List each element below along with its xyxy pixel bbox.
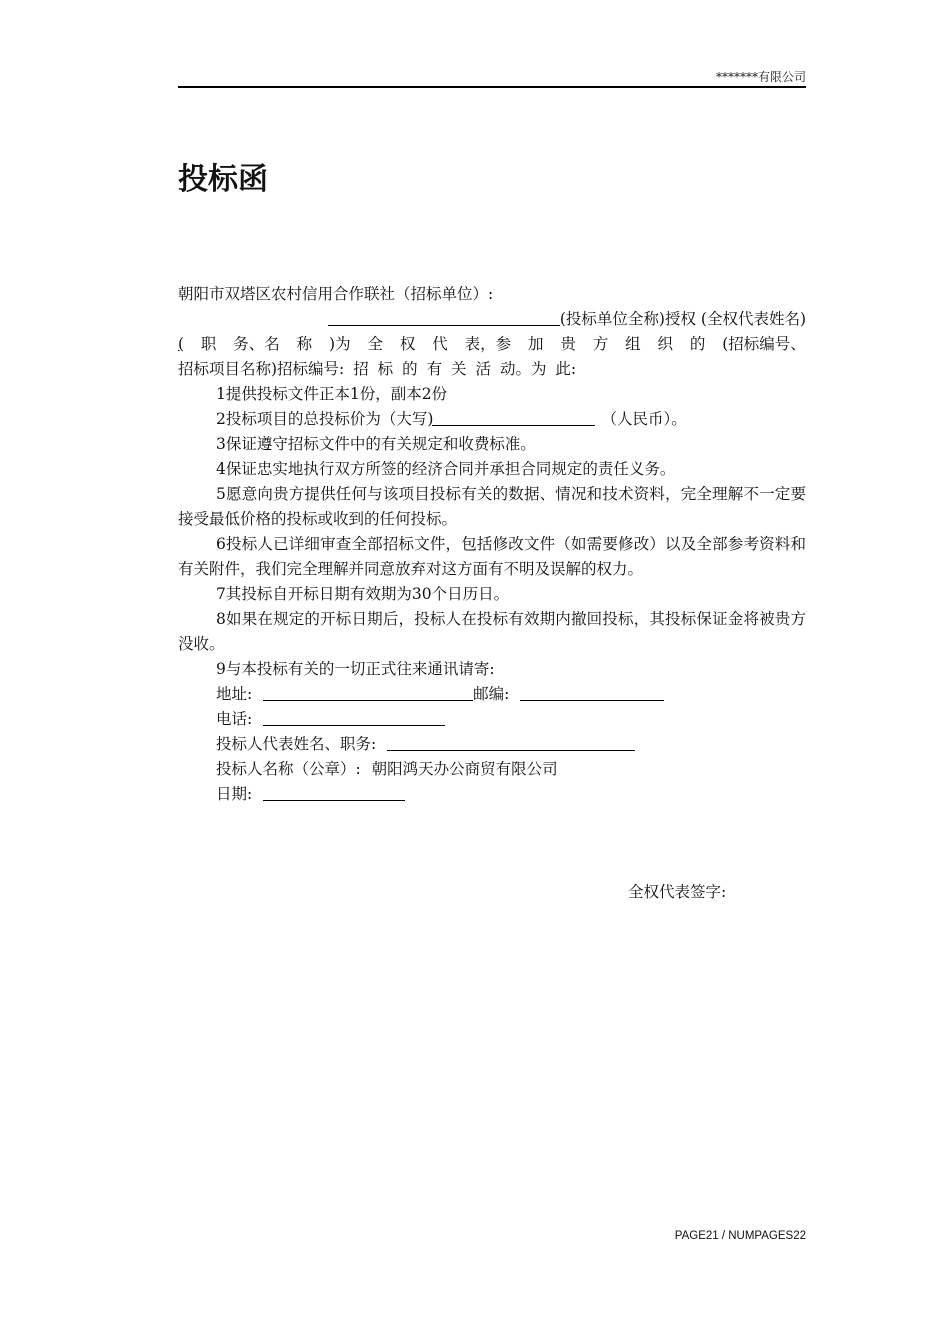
item-2-bracket: ) [427, 410, 434, 428]
signature-label: 全权代表签字: [628, 883, 727, 901]
postcode-blank[interactable] [520, 682, 664, 701]
item-2-label: 2投标项目的总投标价为（大写 [216, 410, 428, 428]
auth-word: 称 [296, 335, 313, 353]
total-price-blank[interactable] [433, 407, 595, 426]
auth-word: 方 [592, 335, 609, 353]
auth-word: 动。为 [499, 360, 547, 378]
letter-body [178, 282, 806, 807]
address-row [178, 682, 806, 707]
auth-line-1-text: (投标单位全称)授权 (全权代表姓名) [559, 310, 806, 328]
item-2 [178, 407, 806, 432]
representative-row [178, 732, 806, 757]
auth-word: 有 [426, 360, 443, 378]
page-number: PAGE21 / NUMPAGES22 [674, 1230, 806, 1242]
document-title: 投标函 [178, 162, 268, 197]
auth-word: 贵 [560, 335, 576, 353]
auth-word: 标 [377, 360, 394, 378]
auth-word: 组 [625, 335, 641, 353]
auth-word: ( [178, 335, 185, 353]
auth-word: 务、名 [233, 335, 280, 353]
auth-line-3 [178, 357, 806, 382]
auth-word: 权 [399, 335, 416, 353]
item-3: 3保证遵守招标文件中的有关规定和收费标准。 [216, 435, 536, 453]
phone-label: 电话: [216, 710, 253, 728]
representative-label: 投标人代表姓名、职务: [216, 735, 377, 753]
item-6: 6投标人已详细审查全部招标文件，包括修改文件（如需要修改）以及全部参考资料和有关附件，我们完全理解并同意放弃对这方面有不明及误解的权力。 [178, 535, 806, 578]
item-9: 9与本投标有关的一切正式往来通讯请寄: [216, 660, 495, 678]
item-5: 5愿意向贵方提供任何与该项目投标有关的数据、情况和技术资料，完全理解不一定要接受最低价格的投标或收到的任何投标。 [178, 485, 806, 528]
auth-word: 代 [432, 335, 448, 353]
date-blank[interactable] [263, 782, 405, 801]
date-label: 日期: [216, 785, 253, 803]
addressee: 朝阳市双塔区农村信用合作联社（招标单位）: [178, 285, 494, 303]
header-rule [178, 86, 806, 88]
address-label: 地址: [216, 685, 253, 703]
auth-word: 的 [689, 335, 706, 353]
postcode-label: 邮编: [473, 685, 510, 703]
item-1: 1提供投标文件正本1份，副本2份 [216, 385, 448, 403]
auth-word: 活 [475, 360, 491, 378]
phone-blank[interactable] [263, 707, 445, 726]
auth-word: 招 [353, 360, 369, 378]
auth-word: (招标编号、 [722, 335, 806, 353]
bidder-fullname-blank[interactable] [328, 307, 560, 326]
date-row [178, 782, 806, 807]
auth-word: 的 [402, 360, 418, 378]
address-blank[interactable] [263, 682, 473, 701]
auth-word: 关 [451, 360, 467, 378]
item-7: 7其投标自开标日期有效期为30个日历日。 [216, 585, 510, 603]
auth-word: 招标项目名称)招标编号: [178, 360, 345, 378]
bidder-label: 投标人名称（公章）: [216, 760, 361, 778]
representative-blank[interactable] [387, 732, 635, 751]
auth-word: 全 [367, 335, 383, 353]
header-company: *******有限公司 [715, 70, 806, 84]
auth-word: 表，参 [464, 335, 512, 353]
item-4: 4保证忠实地执行双方所签的经济合同并承担合同规定的责任义务。 [216, 460, 676, 478]
item-2-currency: （人民币）。 [601, 410, 687, 428]
auth-word: 此: [555, 360, 577, 378]
auth-word: 职 [200, 335, 217, 353]
auth-line-1 [178, 307, 806, 332]
auth-word: 织 [657, 335, 673, 353]
auth-word: )为 [329, 335, 351, 353]
item-8: 8如果在规定的开标日期后，投标人在投标有效期内撤回投标，其投标保证金将被贵方没收。 [178, 610, 806, 653]
bidder-row [178, 757, 806, 782]
bidder-name: 朝阳鸿天办公商贸有限公司 [371, 760, 558, 778]
phone-row [178, 707, 806, 732]
auth-word: 加 [527, 335, 544, 353]
auth-line-2 [178, 332, 806, 357]
